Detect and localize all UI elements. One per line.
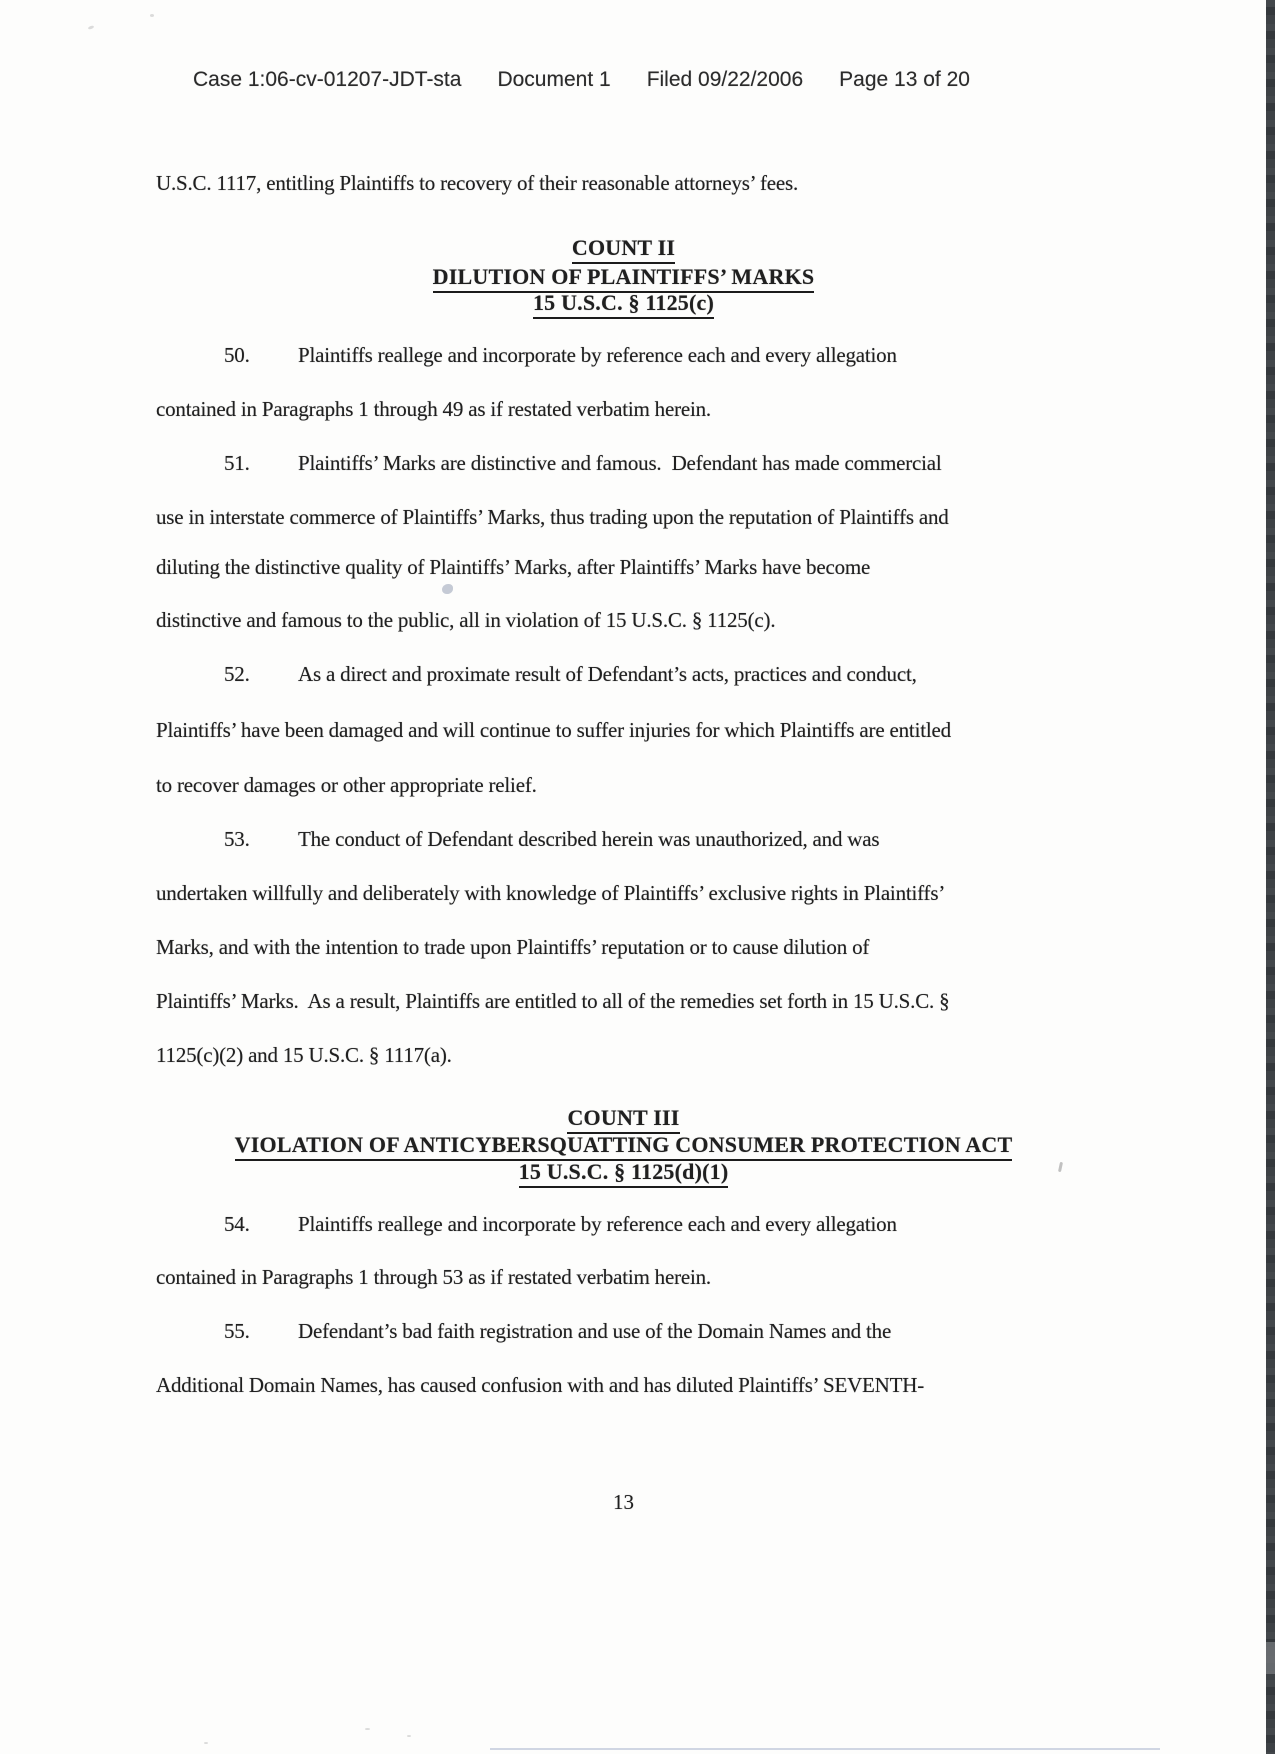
- paragraph-number: 52.: [224, 662, 250, 686]
- paragraph-number: 53.: [224, 827, 250, 851]
- page-number: 13: [613, 1490, 634, 1514]
- scan-edge-band: [1266, 0, 1275, 1754]
- filed-date: Filed 09/22/2006: [646, 68, 804, 91]
- paragraph-51: [156, 450, 1159, 476]
- count-3-subtitle: VIOLATION OF ANTICYBERSQUATTING CONSUMER PROTECTION ACT: [156, 1132, 1091, 1161]
- scan-speck: [88, 25, 95, 30]
- scan-speck: [150, 14, 154, 17]
- document-line: 1125(c)(2) and 15 U.S.C. § 1117(a).: [156, 1043, 452, 1067]
- document-line: Plaintiffs’ Marks. As a result, Plaintiffs are entitled to all of the remedies set forth in 15 U.S.C. §: [156, 989, 950, 1013]
- page-indicator: Page 13 of 20: [839, 68, 970, 91]
- document-line: The conduct of Defendant described herein was unauthorized, and was: [298, 827, 880, 851]
- document-line: Marks, and with the intention to trade upon Plaintiffs’ reputation or to cause dilution of: [156, 935, 870, 959]
- document-line: distinctive and famous to the public, all in violation of 15 U.S.C. § 1125(c).: [156, 608, 776, 632]
- document-line: undertaken willfully and deliberately with knowledge of Plaintiffs’ exclusive rights in Plaintiffs’: [156, 881, 946, 905]
- scan-bottom-line-artifact: [490, 1748, 1160, 1750]
- paragraph-number: 54.: [224, 1212, 250, 1236]
- document-line: Plaintiffs’ have been damaged and will continue to suffer injuries for which Plaintiffs are entitled: [156, 718, 951, 742]
- document-line: Plaintiffs reallege and incorporate by reference each and every allegation: [298, 1212, 897, 1236]
- document-line: Plaintiffs reallege and incorporate by reference each and every allegation: [298, 343, 897, 367]
- paragraph-number: 55.: [224, 1319, 250, 1343]
- document-body: [156, 0, 1091, 1754]
- document-line: Defendant’s bad faith registration and use of the Domain Names and the: [298, 1319, 892, 1343]
- scan-speck: [204, 1742, 208, 1744]
- count-2-title: COUNT II: [156, 235, 1091, 264]
- document-line: U.S.C. 1117, entitling Plaintiffs to recovery of their reasonable attorneys’ fees.: [156, 171, 799, 195]
- document-line: use in interstate commerce of Plaintiffs’ Marks, thus trading upon the reputation of Plaintiffs and: [156, 505, 949, 529]
- document-line: Plaintiffs’ Marks are distinctive and famous. Defendant has made commercial: [298, 451, 942, 475]
- document-line: contained in Paragraphs 1 through 49 as if restated verbatim herein.: [156, 397, 711, 421]
- paragraph-number: 50.: [224, 343, 250, 367]
- scan-speck: [407, 1735, 411, 1737]
- case-number: Case 1:06-cv-01207-JDT-sta: [193, 68, 462, 91]
- paragraph-55: [156, 1318, 1159, 1344]
- scan-edge-band-light-patch: [1266, 1642, 1275, 1674]
- count-3-statute: 15 U.S.C. § 1125(d)(1): [156, 1159, 1091, 1188]
- count-2-subtitle: DILUTION OF PLAINTIFFS’ MARKS: [156, 264, 1091, 293]
- paragraph-54: [156, 1211, 1159, 1237]
- document-number: Document 1: [497, 68, 611, 91]
- paragraph-50: [156, 342, 1159, 368]
- paragraph-53: [156, 826, 1159, 852]
- document-line: diluting the distinctive quality of Plaintiffs’ Marks, after Plaintiffs’ Marks have become: [156, 555, 871, 579]
- document-line: As a direct and proximate result of Defendant’s acts, practices and conduct,: [298, 662, 917, 686]
- count-2-statute: 15 U.S.C. § 1125(c): [156, 290, 1091, 319]
- document-line: Additional Domain Names, has caused confusion with and has diluted Plaintiffs’ SEVENTH-: [156, 1373, 925, 1397]
- paragraph-number: 51.: [224, 451, 250, 475]
- count-3-title: COUNT III: [156, 1105, 1091, 1134]
- document-line: contained in Paragraphs 1 through 53 as if restated verbatim herein.: [156, 1265, 711, 1289]
- paragraph-52: [156, 661, 1159, 687]
- scan-speck: [365, 1728, 370, 1730]
- document-line: to recover damages or other appropriate relief.: [156, 773, 537, 797]
